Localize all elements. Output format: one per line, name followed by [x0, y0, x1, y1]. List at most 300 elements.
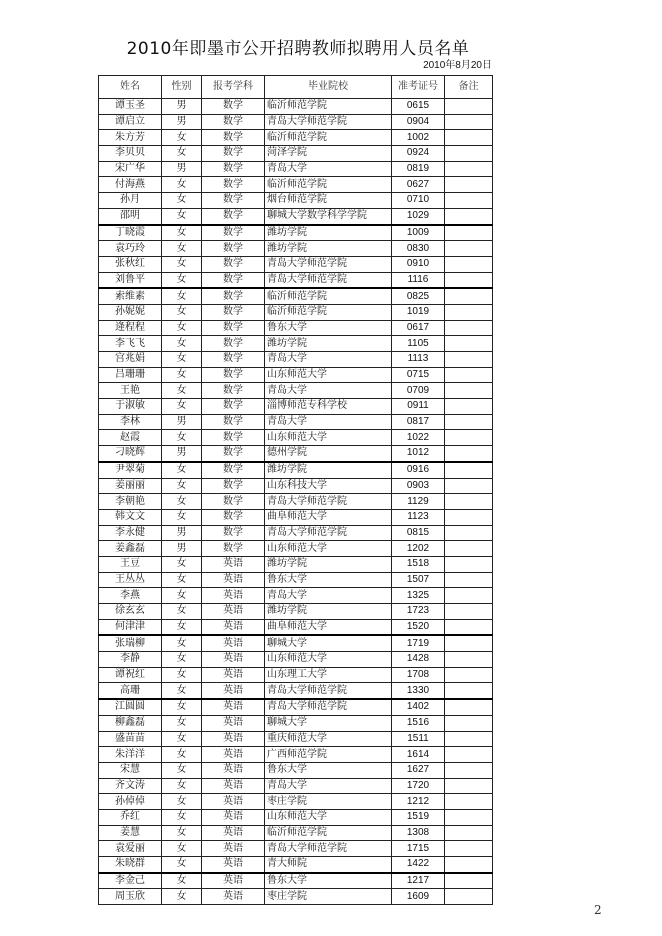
cell-remarks — [445, 177, 493, 193]
cell-name: 孙妮妮 — [99, 304, 162, 320]
cell-school: 广西师范学院 — [265, 747, 392, 763]
cell-remarks — [445, 208, 493, 224]
cell-subject: 英语 — [202, 699, 265, 715]
table-row — [99, 462, 493, 478]
cell-subject: 英语 — [202, 604, 265, 620]
cell-remarks — [445, 652, 493, 668]
cell-subject: 数学 — [202, 146, 265, 162]
cell-exam-id: 0910 — [392, 256, 445, 272]
cell-remarks — [445, 99, 493, 115]
cell-subject: 英语 — [202, 857, 265, 873]
cell-exam-id: 1012 — [392, 446, 445, 462]
cell-subject: 数学 — [202, 241, 265, 257]
cell-remarks — [445, 304, 493, 320]
cell-exam-id: 0911 — [392, 399, 445, 415]
table-row — [99, 809, 493, 825]
cell-name: 索维素 — [99, 288, 162, 304]
cell-remarks — [445, 225, 493, 241]
column-header-name: 姓名 — [99, 76, 162, 99]
cell-gender: 男 — [162, 414, 202, 430]
cell-exam-id: 1212 — [392, 794, 445, 810]
cell-exam-id: 1217 — [392, 873, 445, 889]
cell-school: 青大师院 — [265, 857, 392, 873]
cell-subject: 数学 — [202, 367, 265, 383]
table-row — [99, 778, 493, 794]
cell-exam-id: 0715 — [392, 367, 445, 383]
cell-exam-id: 0817 — [392, 414, 445, 430]
cell-subject: 数学 — [202, 541, 265, 557]
table-row — [99, 288, 493, 304]
cell-subject: 数学 — [202, 272, 265, 288]
cell-gender: 女 — [162, 635, 202, 651]
cell-exam-id: 1708 — [392, 667, 445, 683]
cell-exam-id: 1113 — [392, 352, 445, 368]
cell-name: 盛苗苗 — [99, 731, 162, 747]
cell-school: 青岛大学师范学院 — [265, 256, 392, 272]
cell-remarks — [445, 494, 493, 510]
column-header-school: 毕业院校 — [265, 76, 392, 99]
cell-name: 邵明 — [99, 208, 162, 224]
cell-school: 青岛大学师范学院 — [265, 683, 392, 699]
cell-subject: 数学 — [202, 352, 265, 368]
cell-name: 宫兆娟 — [99, 352, 162, 368]
cell-remarks — [445, 604, 493, 620]
table-row — [99, 130, 493, 146]
cell-name: 何津津 — [99, 619, 162, 635]
cell-gender: 女 — [162, 272, 202, 288]
table-header-row — [99, 76, 493, 99]
cell-name: 江圆圆 — [99, 699, 162, 715]
table-row — [99, 667, 493, 683]
cell-gender: 女 — [162, 225, 202, 241]
cell-gender: 女 — [162, 208, 202, 224]
cell-gender: 女 — [162, 146, 202, 162]
cell-remarks — [445, 556, 493, 572]
cell-gender: 女 — [162, 494, 202, 510]
cell-remarks — [445, 635, 493, 651]
cell-name: 姜鑫磊 — [99, 541, 162, 557]
cell-gender: 女 — [162, 794, 202, 810]
cell-name: 王丛丛 — [99, 572, 162, 588]
cell-remarks — [445, 857, 493, 873]
cell-remarks — [445, 619, 493, 635]
cell-remarks — [445, 114, 493, 130]
table-row — [99, 383, 493, 399]
cell-name: 姜慧 — [99, 825, 162, 841]
cell-remarks — [445, 241, 493, 257]
table-row — [99, 731, 493, 747]
cell-subject: 数学 — [202, 509, 265, 525]
cell-school: 鲁东大学 — [265, 873, 392, 889]
cell-name: 高珊 — [99, 683, 162, 699]
cell-exam-id: 1202 — [392, 541, 445, 557]
cell-gender: 女 — [162, 588, 202, 604]
table-row — [99, 99, 493, 115]
column-header-subject: 报考学科 — [202, 76, 265, 99]
cell-gender: 女 — [162, 352, 202, 368]
cell-school: 潍坊学院 — [265, 604, 392, 620]
cell-subject: 数学 — [202, 114, 265, 130]
cell-school: 潍坊学院 — [265, 225, 392, 241]
cell-remarks — [445, 272, 493, 288]
cell-name: 李飞飞 — [99, 336, 162, 352]
cell-gender: 女 — [162, 572, 202, 588]
cell-gender: 男 — [162, 161, 202, 177]
cell-name: 尹翠菊 — [99, 462, 162, 478]
cell-gender: 女 — [162, 304, 202, 320]
page-number: 2 — [594, 903, 602, 917]
table-row — [99, 889, 493, 905]
cell-gender: 女 — [162, 399, 202, 415]
table-row — [99, 683, 493, 699]
cell-exam-id: 1428 — [392, 652, 445, 668]
cell-school: 青岛大学师范学院 — [265, 841, 392, 857]
cell-remarks — [445, 161, 493, 177]
table-row — [99, 241, 493, 257]
cell-subject: 英语 — [202, 731, 265, 747]
cell-remarks — [445, 525, 493, 541]
cell-exam-id: 0710 — [392, 193, 445, 209]
cell-gender: 女 — [162, 130, 202, 146]
cell-remarks — [445, 462, 493, 478]
cell-gender: 男 — [162, 446, 202, 462]
cell-remarks — [445, 146, 493, 162]
cell-name: 谭玉圣 — [99, 99, 162, 115]
cell-exam-id: 0819 — [392, 161, 445, 177]
cell-exam-id: 1720 — [392, 778, 445, 794]
cell-exam-id: 1129 — [392, 494, 445, 510]
cell-gender: 女 — [162, 383, 202, 399]
cell-remarks — [445, 509, 493, 525]
cell-school: 临沂师范学院 — [265, 304, 392, 320]
cell-name: 宋广华 — [99, 161, 162, 177]
cell-subject: 英语 — [202, 747, 265, 763]
cell-exam-id: 1723 — [392, 604, 445, 620]
cell-school: 山东师范大学 — [265, 652, 392, 668]
table-row — [99, 572, 493, 588]
cell-name: 李永健 — [99, 525, 162, 541]
table-row — [99, 336, 493, 352]
cell-exam-id: 1022 — [392, 430, 445, 446]
cell-gender: 女 — [162, 778, 202, 794]
cell-exam-id: 1422 — [392, 857, 445, 873]
cell-subject: 英语 — [202, 572, 265, 588]
cell-remarks — [445, 778, 493, 794]
cell-gender: 女 — [162, 809, 202, 825]
cell-exam-id: 1719 — [392, 635, 445, 651]
cell-exam-id: 1511 — [392, 731, 445, 747]
cell-school: 曲阜师范大学 — [265, 509, 392, 525]
cell-exam-id: 1518 — [392, 556, 445, 572]
cell-gender: 女 — [162, 683, 202, 699]
cell-name: 张瑞柳 — [99, 635, 162, 651]
table-row — [99, 161, 493, 177]
cell-name: 齐文涛 — [99, 778, 162, 794]
table-row — [99, 430, 493, 446]
cell-remarks — [445, 889, 493, 905]
table-row — [99, 762, 493, 778]
cell-exam-id: 1002 — [392, 130, 445, 146]
table-row — [99, 494, 493, 510]
table-row — [99, 841, 493, 857]
column-header-exam-id: 准考证号 — [392, 76, 445, 99]
cell-school: 潍坊学院 — [265, 241, 392, 257]
cell-subject: 英语 — [202, 809, 265, 825]
cell-name: 王豆 — [99, 556, 162, 572]
cell-gender: 女 — [162, 667, 202, 683]
cell-exam-id: 1308 — [392, 825, 445, 841]
cell-subject: 数学 — [202, 177, 265, 193]
cell-remarks — [445, 320, 493, 336]
cell-name: 乔红 — [99, 809, 162, 825]
cell-exam-id: 0815 — [392, 525, 445, 541]
cell-exam-id: 0617 — [392, 320, 445, 336]
column-header-gender: 性别 — [162, 76, 202, 99]
cell-name: 刁晓辉 — [99, 446, 162, 462]
cell-subject: 数学 — [202, 256, 265, 272]
cell-exam-id: 1029 — [392, 208, 445, 224]
table-row — [99, 414, 493, 430]
cell-name: 谭启立 — [99, 114, 162, 130]
cell-school: 临沂师范学院 — [265, 130, 392, 146]
cell-exam-id: 1123 — [392, 509, 445, 525]
table-row — [99, 635, 493, 651]
cell-remarks — [445, 336, 493, 352]
cell-subject: 数学 — [202, 193, 265, 209]
cell-gender: 女 — [162, 556, 202, 572]
cell-school: 青岛大学 — [265, 161, 392, 177]
cell-gender: 女 — [162, 509, 202, 525]
cell-subject: 英语 — [202, 556, 265, 572]
cell-school: 青岛大学师范学院 — [265, 494, 392, 510]
cell-exam-id: 0627 — [392, 177, 445, 193]
table-row — [99, 588, 493, 604]
cell-school: 山东师范大学 — [265, 367, 392, 383]
cell-remarks — [445, 762, 493, 778]
cell-name: 张秋红 — [99, 256, 162, 272]
cell-school: 淄博师范专科学校 — [265, 399, 392, 415]
cell-exam-id: 1116 — [392, 272, 445, 288]
cell-gender: 女 — [162, 177, 202, 193]
cell-gender: 女 — [162, 762, 202, 778]
hiring-list-table — [98, 75, 493, 905]
cell-school: 青岛大学师范学院 — [265, 272, 392, 288]
table-row — [99, 446, 493, 462]
cell-name: 丁晓霞 — [99, 225, 162, 241]
cell-remarks — [445, 825, 493, 841]
cell-exam-id: 0924 — [392, 146, 445, 162]
cell-name: 刘鲁平 — [99, 272, 162, 288]
cell-subject: 英语 — [202, 841, 265, 857]
cell-name: 李朝艳 — [99, 494, 162, 510]
cell-school: 青岛大学 — [265, 414, 392, 430]
cell-subject: 数学 — [202, 99, 265, 115]
cell-school: 青岛大学师范学院 — [265, 525, 392, 541]
table-row — [99, 541, 493, 557]
cell-exam-id: 1609 — [392, 889, 445, 905]
table-row — [99, 873, 493, 889]
document-date: 2010年8月20日 — [423, 60, 492, 71]
cell-school: 山东师范大学 — [265, 809, 392, 825]
cell-gender: 女 — [162, 430, 202, 446]
cell-exam-id: 0904 — [392, 114, 445, 130]
cell-remarks — [445, 873, 493, 889]
cell-school: 临沂师范学院 — [265, 288, 392, 304]
cell-exam-id: 1520 — [392, 619, 445, 635]
cell-gender: 女 — [162, 889, 202, 905]
cell-gender: 男 — [162, 99, 202, 115]
cell-school: 山东师范大学 — [265, 541, 392, 557]
cell-remarks — [445, 541, 493, 557]
cell-school: 聊城大学 — [265, 715, 392, 731]
cell-gender: 女 — [162, 841, 202, 857]
table-row — [99, 556, 493, 572]
cell-school: 青岛大学 — [265, 588, 392, 604]
table-row — [99, 715, 493, 731]
cell-remarks — [445, 352, 493, 368]
cell-school: 潍坊学院 — [265, 462, 392, 478]
table-row — [99, 619, 493, 635]
table-row — [99, 272, 493, 288]
cell-remarks — [445, 256, 493, 272]
cell-gender: 女 — [162, 241, 202, 257]
table-row — [99, 304, 493, 320]
cell-school: 潍坊学院 — [265, 556, 392, 572]
table-row — [99, 652, 493, 668]
table-row — [99, 352, 493, 368]
table-row — [99, 208, 493, 224]
cell-exam-id: 0615 — [392, 99, 445, 115]
cell-gender: 女 — [162, 857, 202, 873]
cell-gender: 女 — [162, 604, 202, 620]
cell-name: 李林 — [99, 414, 162, 430]
cell-exam-id: 1325 — [392, 588, 445, 604]
cell-remarks — [445, 683, 493, 699]
cell-subject: 英语 — [202, 889, 265, 905]
cell-name: 孙倬倬 — [99, 794, 162, 810]
cell-exam-id: 1330 — [392, 683, 445, 699]
cell-subject: 英语 — [202, 652, 265, 668]
cell-school: 鲁东大学 — [265, 320, 392, 336]
table-row — [99, 177, 493, 193]
cell-subject: 数学 — [202, 208, 265, 224]
cell-remarks — [445, 367, 493, 383]
table-row — [99, 367, 493, 383]
table-row — [99, 320, 493, 336]
cell-gender: 男 — [162, 541, 202, 557]
cell-exam-id: 1402 — [392, 699, 445, 715]
cell-name: 逄程程 — [99, 320, 162, 336]
cell-name: 李金己 — [99, 873, 162, 889]
document-title: 2010年即墨市公开招聘教师拟聘用人员名单 — [126, 39, 470, 59]
table-row — [99, 699, 493, 715]
cell-school: 山东科技大学 — [265, 478, 392, 494]
table-row — [99, 256, 493, 272]
table-row — [99, 225, 493, 241]
cell-exam-id: 1715 — [392, 841, 445, 857]
cell-school: 枣庄学院 — [265, 889, 392, 905]
cell-gender: 女 — [162, 462, 202, 478]
cell-subject: 数学 — [202, 399, 265, 415]
cell-name: 赵霞 — [99, 430, 162, 446]
cell-subject: 数学 — [202, 130, 265, 146]
cell-name: 徐玄玄 — [99, 604, 162, 620]
cell-subject: 数学 — [202, 478, 265, 494]
cell-gender: 女 — [162, 747, 202, 763]
cell-subject: 数学 — [202, 304, 265, 320]
cell-exam-id: 0830 — [392, 241, 445, 257]
cell-remarks — [445, 699, 493, 715]
cell-subject: 数学 — [202, 446, 265, 462]
table-row — [99, 794, 493, 810]
cell-gender: 女 — [162, 825, 202, 841]
cell-name: 朱方芳 — [99, 130, 162, 146]
column-header-remarks: 备注 — [445, 76, 493, 99]
cell-gender: 女 — [162, 478, 202, 494]
cell-remarks — [445, 747, 493, 763]
cell-name: 朱晓群 — [99, 857, 162, 873]
cell-school: 菏泽学院 — [265, 146, 392, 162]
cell-remarks — [445, 572, 493, 588]
cell-name: 柳鑫磊 — [99, 715, 162, 731]
cell-subject: 数学 — [202, 288, 265, 304]
cell-remarks — [445, 383, 493, 399]
cell-name: 孙月 — [99, 193, 162, 209]
cell-school: 鲁东大学 — [265, 572, 392, 588]
cell-exam-id: 0709 — [392, 383, 445, 399]
cell-exam-id: 0825 — [392, 288, 445, 304]
cell-gender: 女 — [162, 336, 202, 352]
cell-school: 曲阜师范大学 — [265, 619, 392, 635]
cell-gender: 男 — [162, 114, 202, 130]
cell-subject: 数学 — [202, 161, 265, 177]
cell-remarks — [445, 130, 493, 146]
cell-gender: 女 — [162, 699, 202, 715]
cell-exam-id: 1516 — [392, 715, 445, 731]
cell-school: 鲁东大学 — [265, 762, 392, 778]
cell-remarks — [445, 841, 493, 857]
cell-gender: 女 — [162, 288, 202, 304]
cell-subject: 数学 — [202, 383, 265, 399]
cell-name: 吕珊珊 — [99, 367, 162, 383]
table-row — [99, 478, 493, 494]
table-row — [99, 825, 493, 841]
cell-subject: 数学 — [202, 414, 265, 430]
cell-remarks — [445, 478, 493, 494]
cell-school: 山东理工大学 — [265, 667, 392, 683]
cell-subject: 英语 — [202, 762, 265, 778]
cell-remarks — [445, 430, 493, 446]
table-row — [99, 193, 493, 209]
cell-school: 青岛大学 — [265, 352, 392, 368]
cell-gender: 女 — [162, 731, 202, 747]
cell-subject: 数学 — [202, 462, 265, 478]
cell-subject: 数学 — [202, 336, 265, 352]
cell-subject: 数学 — [202, 525, 265, 541]
cell-gender: 女 — [162, 193, 202, 209]
cell-school: 重庆师范大学 — [265, 731, 392, 747]
table-row — [99, 146, 493, 162]
cell-name: 宋慧 — [99, 762, 162, 778]
cell-name: 李燕 — [99, 588, 162, 604]
cell-exam-id: 1627 — [392, 762, 445, 778]
cell-subject: 英语 — [202, 588, 265, 604]
cell-exam-id: 1019 — [392, 304, 445, 320]
cell-school: 青岛大学师范学院 — [265, 699, 392, 715]
cell-subject: 英语 — [202, 619, 265, 635]
cell-remarks — [445, 809, 493, 825]
cell-exam-id: 1519 — [392, 809, 445, 825]
